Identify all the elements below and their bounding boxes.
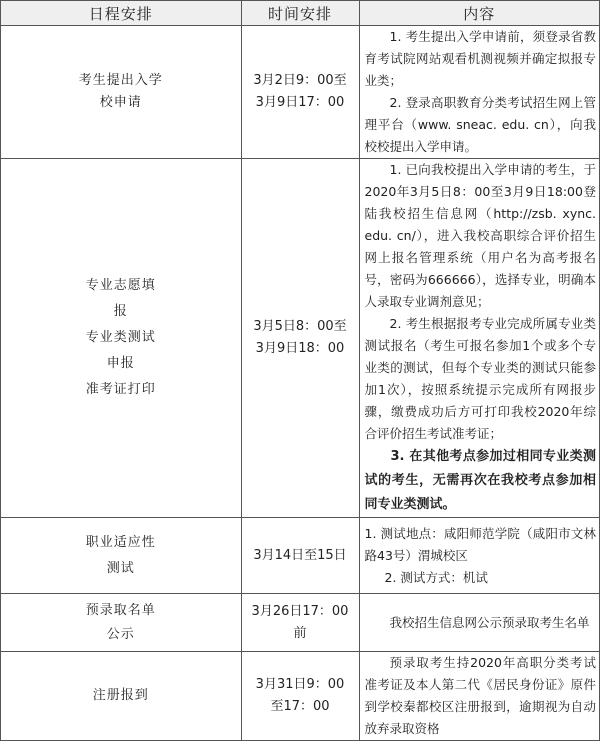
header-content: 内容 [359,1,600,26]
content-cell: 我校招生信息网公示预录取考生名单 [359,594,600,652]
table-row [1,26,600,159]
time-cell: 3月2日9：00至 3月9日17：00 [241,26,359,159]
schedule-cell: 预录取名单 公示 [1,594,242,652]
header-schedule: 日程安排 [1,1,242,26]
schedule-cell: 专业志愿填 报 专业类测试 申报 准考证打印 [1,159,242,518]
table-row [1,652,600,741]
content-cell: 预录取考生持2020年高职分类考试准考证及本人第二代《居民身份证》原件到学校秦都校区注册报到，逾期视为自动放弃录取资格 [359,652,600,741]
content-cell: 1. 已向我校提出入学申请的考生，于2020年3月5日8：00至3月9日18:00登陆我校招生信息网（http://zsb. xync. edu. cn/），进入我校高职综合评价招生网上报名管理系统（用户名为高考报名号，密码为666666），选择专业，明确本人录取专业调剂意见； 2. 考生根据报考专业完成所属专业类测试报名（考生可报名参加1个或多个专业类的测试，但每个专业类的测试只能参加1次），按照系统提示完成所有网报步骤，缴费成功后方可打印我校2020年综合评价招生考试准考证； 3. 在其他考点参加过相同专业类测试的考生，无需再次在我校考点参加相同专业类测试。 [359,159,600,518]
table-row [1,159,600,518]
content-cell: 1. 测试地点：咸阳师范学院（咸阳市文林路43号）渭城校区 2. 测试方式：机试 [359,518,600,594]
time-cell: 3月31日9：00 至17：00 [241,652,359,741]
time-cell: 3月26日17：00 前 [241,594,359,652]
schedule-cell: 考生提出入学 校申请 [1,26,242,159]
header-row [1,1,600,26]
content-cell: 1. 考生提出入学申请前，须登录省教育考试院网站观看机测视频并确定拟报专业类； 2. 登录高职教育分类考试招生网上管理平台（www. sneac. edu. cn），向我校校提出入学申请。 [359,26,600,159]
table-row [1,518,600,594]
schedule-cell: 职业适应性 测试 [1,518,242,594]
table-row [1,594,600,652]
schedule-cell: 注册报到 [1,652,242,741]
header-time: 时间安排 [241,1,359,26]
time-cell: 3月14日至15日 [241,518,359,594]
time-cell: 3月5日8：00至 3月9日18：00 [241,159,359,518]
